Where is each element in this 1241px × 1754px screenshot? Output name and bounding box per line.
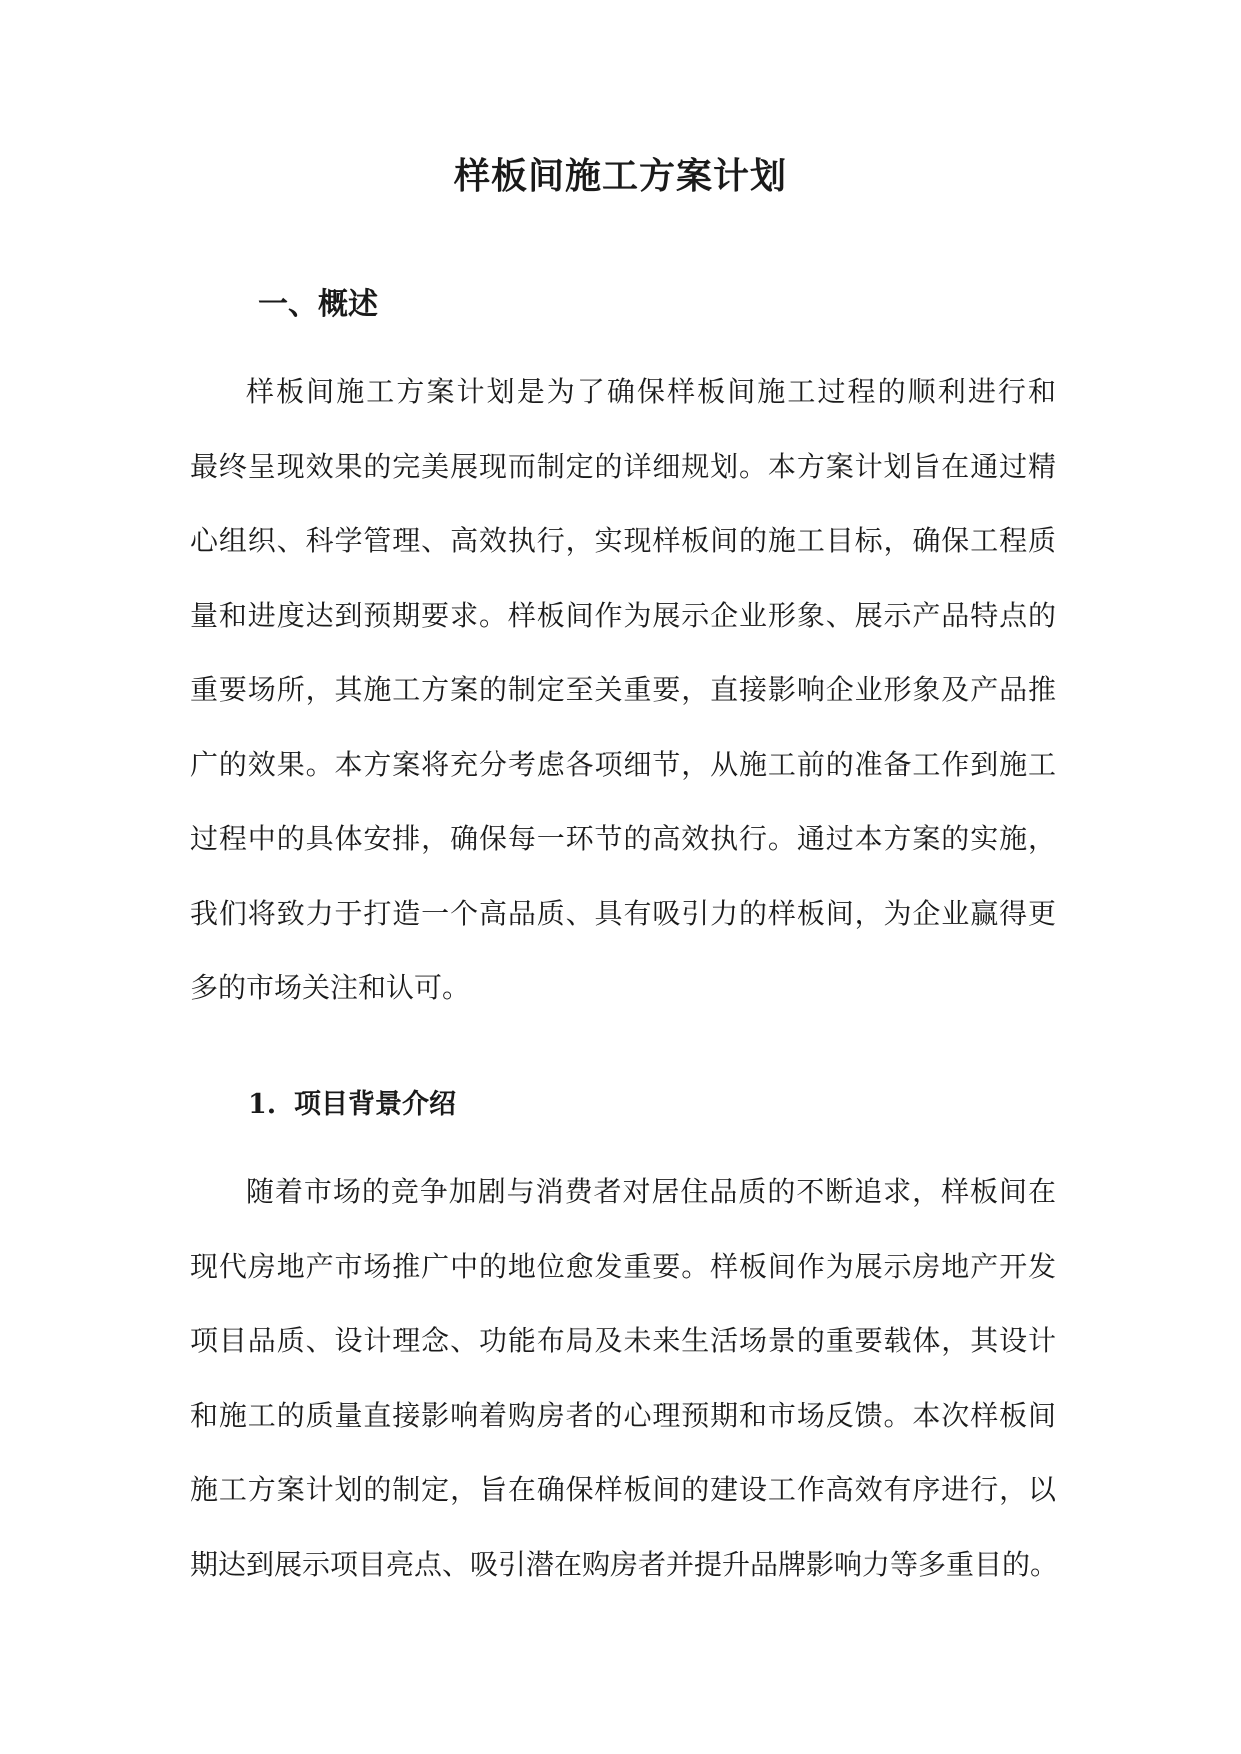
paragraph-line: 心组织、科学管理、高效执行，实现样板间的施工目标，确保工程质: [190, 524, 1056, 557]
paragraph-line: 随着市场的竞争加剧与消费者对居住品质的不断追求，样板间在: [246, 1175, 1056, 1208]
paragraph-line: 和施工的质量直接影响着购房者的心理预期和市场反馈。本次样板间: [190, 1398, 1056, 1432]
section-heading-overview: 一、概述: [258, 287, 378, 322]
paragraph-line: 广的效果。本方案将充分考虑各项细节，从施工前的准备工作到施工: [190, 747, 1056, 781]
paragraph-line: 量和进度达到预期要求。样板间作为展示企业形象、展示产品特点的: [190, 598, 1056, 632]
paragraph-line: 最终呈现效果的完美展现而制定的详细规划。本方案计划旨在通过精: [190, 449, 1056, 483]
paragraph-line: 样板间施工方案计划是为了确保样板间施工过程的顺利进行和: [246, 375, 1056, 408]
paragraph-line: 期达到展示项目亮点、吸引潜在购房者并提升品牌影响力等多重目的。: [190, 1547, 1059, 1581]
paragraph-line: 施工方案计划的制定，旨在确保样板间的建设工作高效有序进行，以: [190, 1473, 1056, 1506]
paragraph-line: 过程中的具体安排，确保每一环节的高效执行。通过本方案的实施，: [190, 822, 1056, 855]
paragraph-overview: [190, 355, 1056, 1026]
paragraph-line: 重要场所，其施工方案的制定至关重要，直接影响企业形象及产品推: [190, 673, 1056, 706]
paragraph-line: 项目品质、设计理念、功能布局及未来生活场景的重要载体，其设计: [190, 1324, 1056, 1357]
subsection-number: 1.: [248, 1089, 277, 1120]
paragraph-line: 多的市场关注和认可。: [190, 971, 471, 1004]
paragraph-line: 我们将致力于打造一个高品质、具有吸引力的样板间，为企业赢得更: [190, 896, 1056, 930]
paragraph-project-background: [190, 1155, 1059, 1602]
subsection-title: 项目背景介绍: [294, 1089, 456, 1120]
subsection-heading-background: [248, 1082, 456, 1128]
document-title: 样板间施工方案计划: [453, 155, 787, 197]
paragraph-line: 现代房地产市场推广中的地位愈发重要。样板间作为展示房地产开发: [190, 1249, 1056, 1283]
